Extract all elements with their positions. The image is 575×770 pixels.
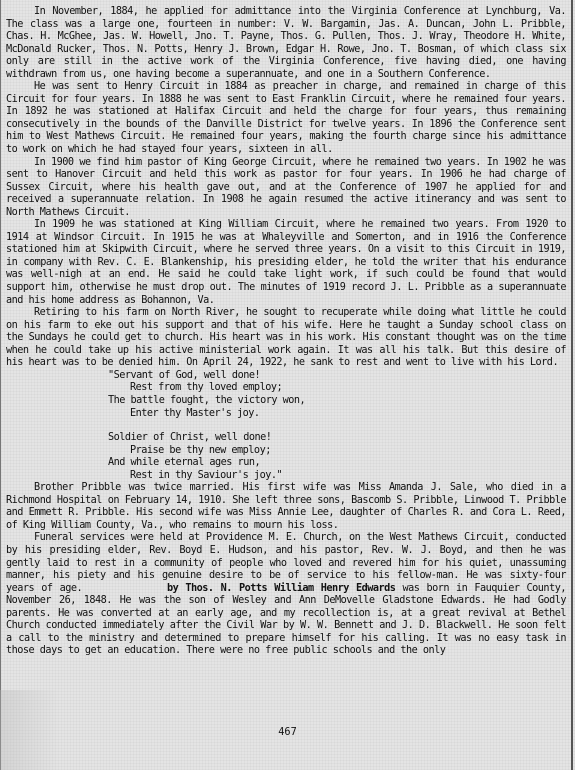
author-signature: by Thos. N. Potts [167,582,268,594]
paragraph-marriages: Brother Pribble was twice married. His first wife was Miss Amanda J. Sale, who died in a Richmond Hospital on February 14, 1910. She left three sons, Bascomb S. Pribble, Linwood T. Pribble and Emmett R. Pribble. His second wife was Miss Annie Lee, daughter of Charles R. and Cora L. Reed, of King William County, Va., who remains to mourn his loss. [6,482,566,531]
paragraph-retiring: Retiring to his farm on North River, he sought to recuperate while doing what little he could on his farm to eke out his support and that of his wife. Here he taught a Sunday school class on the Sundays he could get to church. His heart was in his work. His constant thought was on the time when he could take up his active ministerial work again. It was all his talk. But this desire of his heart was to be denied him. On April 24, 1922, he sank to rest and went to live with his Lord. [6,307,566,369]
stanza-spacer [6,420,566,432]
memoir-subject-name: William Henry Edwards [274,582,396,594]
page-body [6,6,566,658]
poem-line: Enter thy Master's joy. [130,407,260,419]
paragraph-funeral [6,532,566,657]
poem-line: Praise be thy new employ; [130,444,271,456]
paragraph-king-george: In 1900 we find him pastor of King George Circuit, where he remained two years. In 1902 he was sent to Hanover Circuit and held this work as pastor for four years. In 1906 he had charge of Sussex Circuit, where his health gave out, and at the Conference of 1907 he applied for and received a superannuate relation. In 1908 he again resumed the active itinerancy and was sent to North Mathews Circuit. [6,156,566,218]
page-number: 467 [278,727,297,738]
page-left-edge [0,0,1,770]
poem-line: The battle fought, the victory won, [108,394,306,406]
paragraph-king-william: In 1909 he was stationed at King William Circuit, where he remained two years. From 1920 to 1914 at Windsor Circuit. In 1915 he was at Whaleyville and Somerton, and in 1916 the Conference stationed him at Skipwith Circuit, where he served three years. On a visit to this Circuit in 1919, in company with Rev. C. E. Blankenship, his presiding elder, he told the writer that his endurance was well-nigh at an end. He said he could take light work, if such could be found that would support him, otherwise he must drop out. The minutes of 1919 record J. L. Pribble as a superannuate and his home address as Bohannon, Va. [6,219,566,306]
poem-line: Soldier of Christ, well done! [108,432,272,444]
paragraph-conference-admittance: In November, 1884, he applied for admittance into the Virginia Conference at Lynchburg, Va. The class was a large one, fourteen in number: V. W. Bargamin, Jas. A. Duncan, John L. Pribble, Chas. H. McGhee, Jas. W. Howell, Jno. T. Payne, Thos. G. Pullen, Thos. J. Wray, Theodore H. White, McDonald Rucker, Thos. N. Potts, Henry J. Brown, Edgar H. Rowe, Jno. T. Bosman, of which class six only are still in the active work of the Virginia Conference, five having died, one having withdrawn from us, one having become a superannuate, and one in a Southern Conference. [6,6,566,80]
poem-line: Rest from thy loved employ; [130,382,283,394]
page-right-edge [571,0,573,770]
poem-line: And while eternal ages run, [108,457,261,469]
paragraph-henry-circuit: He was sent to Henry Circuit in 1884 as preacher in charge, and remained in charge of this Circuit for four years. In 1888 he was sent to East Franklin Circuit, where he remained four years. In 1892 he was stationed at Halifax Circuit and held the charge for four years, thus remaining consecutively in the bounds of the Danville District for twelve years. In 1896 the Conference sent him to West Mathews Circuit. He remained four years, making the fourth charge since his admittance to work on which he had stayed four years, sixteen in all. [6,81,566,156]
poem-line: "Servant of God, well done! [108,369,261,381]
funeral-text: Funeral services were held at Providence M. E. Church, on the West Mathews Circuit, conducted by his presiding elder, Rev. Boyd E. Hudson, and his pastor, Rev. W. J. Boyd, and then he was gently laid to rest in a community of people who loved and revered him for his quiet, unassuming manner, his piety and his genuine desire to be of service to his fellow-man. He was sixty-four years of age. [6,532,566,594]
edwards-memoir-text: was born in Fauquier County, November 26, 1848. He was the son of Wesley and Ann DeMovelle Gladstone Edwards. He had Godly parents. He was converted at an early age, and my recollection is, at a great revival at Bethel Church conducted immediately after the Civil War by W. W. Bennett and J. D. Blackwell. He soon felt a call to the ministry and determined to prepare himself for his calling. It was no easy task in those days to get an education. There were no free public schools and the only [6,582,566,657]
hymn-poem [6,370,566,482]
poem-line: Rest in thy Saviour's joy." [130,469,283,481]
